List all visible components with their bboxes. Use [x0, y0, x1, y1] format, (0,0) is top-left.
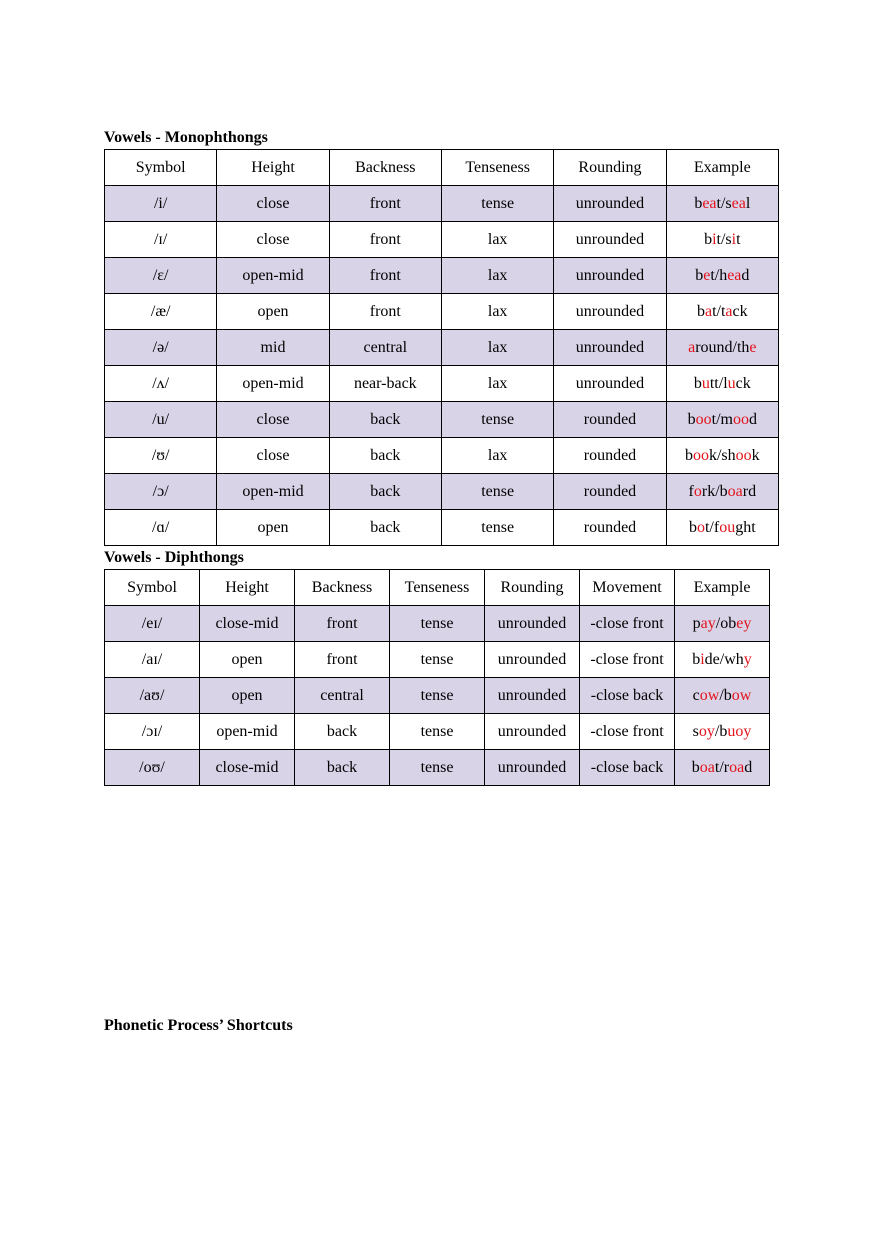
tenseness-cell: lax — [441, 366, 553, 402]
example-text: rd — [742, 482, 757, 500]
example-cell — [675, 642, 770, 678]
symbol-cell: /ɛ/ — [105, 258, 217, 294]
highlighted-letters: ow — [731, 686, 752, 704]
phonetic-process-heading: Phonetic Process’ Shortcuts — [104, 1017, 293, 1034]
example-text: de/wh — [704, 650, 744, 668]
symbol-cell: /aɪ/ — [105, 642, 200, 678]
highlighted-letters: u — [727, 374, 736, 392]
highlighted-letters: oo — [732, 410, 749, 428]
header-example: Example — [666, 150, 778, 186]
rounding-cell: unrounded — [485, 750, 580, 786]
movement-cell: -close back — [580, 678, 675, 714]
height-cell: close-mid — [200, 606, 295, 642]
example-text: t/f — [704, 518, 720, 536]
example-text: t/s — [716, 230, 732, 248]
header-tenseness: Tenseness — [441, 150, 553, 186]
highlighted-letters: i — [712, 230, 717, 248]
tenseness-cell: tense — [390, 750, 485, 786]
rounding-cell: unrounded — [554, 222, 666, 258]
example-text: b — [704, 230, 713, 248]
highlighted-letters: ey — [736, 614, 752, 632]
rounding-cell: unrounded — [554, 294, 666, 330]
highlighted-letters: a — [688, 338, 696, 356]
table-row — [105, 714, 770, 750]
highlighted-letters: o — [696, 518, 705, 536]
example-text: k — [751, 446, 760, 464]
height-cell: close — [217, 222, 329, 258]
symbol-cell: /ə/ — [105, 330, 217, 366]
example-cell — [666, 510, 778, 546]
backness-cell: front — [295, 642, 390, 678]
height-cell: open — [200, 642, 295, 678]
example-text: l — [745, 194, 751, 212]
highlighted-letters: i — [700, 650, 705, 668]
header-rounding: Rounding — [554, 150, 666, 186]
tenseness-cell: lax — [441, 294, 553, 330]
backness-cell: front — [329, 258, 441, 294]
rounding-cell: rounded — [554, 510, 666, 546]
example-text: b — [688, 518, 697, 536]
rounding-cell: rounded — [554, 402, 666, 438]
header-backness: Backness — [295, 570, 390, 606]
table-row — [105, 366, 779, 402]
symbol-cell: /æ/ — [105, 294, 217, 330]
highlighted-letters: e — [703, 266, 711, 284]
header-height: Height — [200, 570, 295, 606]
tenseness-cell: tense — [390, 714, 485, 750]
highlighted-letters: ea — [727, 266, 742, 284]
backness-cell: near-back — [329, 366, 441, 402]
example-cell — [675, 606, 770, 642]
tenseness-cell: tense — [390, 606, 485, 642]
symbol-cell: /u/ — [105, 402, 217, 438]
highlighted-letters: oy — [698, 722, 715, 740]
height-cell: open — [217, 510, 329, 546]
backness-cell: front — [329, 186, 441, 222]
backness-cell: central — [329, 330, 441, 366]
example-cell — [666, 402, 778, 438]
header-tenseness: Tenseness — [390, 570, 485, 606]
table-row — [105, 186, 779, 222]
highlighted-letters: y — [743, 650, 752, 668]
example-text: t/m — [711, 410, 733, 428]
movement-cell: -close back — [580, 750, 675, 786]
example-text: rk/b — [701, 482, 728, 500]
backness-cell: back — [295, 750, 390, 786]
highlighted-letters: oa — [729, 758, 745, 776]
example-text: s — [692, 722, 699, 740]
backness-cell: central — [295, 678, 390, 714]
highlighted-letters: ea — [702, 194, 717, 212]
rounding-cell: unrounded — [485, 606, 580, 642]
example-text: d — [741, 266, 750, 284]
header-symbol: Symbol — [105, 150, 217, 186]
tenseness-cell: tense — [441, 186, 553, 222]
example-text: ck — [735, 374, 751, 392]
diphthongs-heading: Vowels - Diphthongs — [104, 549, 244, 566]
rounding-cell: unrounded — [485, 642, 580, 678]
backness-cell: back — [329, 438, 441, 474]
height-cell: close — [217, 402, 329, 438]
example-text: b — [684, 446, 693, 464]
rounding-cell: unrounded — [554, 186, 666, 222]
highlighted-letters: e — [749, 338, 757, 356]
example-text: tt/l — [709, 374, 728, 392]
example-cell — [666, 330, 778, 366]
height-cell: open-mid — [217, 258, 329, 294]
example-text: round/th — [695, 338, 750, 356]
example-cell — [675, 750, 770, 786]
example-cell — [675, 678, 770, 714]
highlighted-letters: o — [693, 482, 702, 500]
tenseness-cell: lax — [441, 222, 553, 258]
example-text: d — [748, 410, 757, 428]
table-row — [105, 474, 779, 510]
header-example: Example — [675, 570, 770, 606]
rounding-cell: unrounded — [485, 714, 580, 750]
table-header-row — [105, 570, 770, 606]
example-text: c — [692, 686, 700, 704]
table-row — [105, 402, 779, 438]
highlighted-letters: u — [701, 374, 710, 392]
tenseness-cell: lax — [441, 438, 553, 474]
tenseness-cell: tense — [441, 474, 553, 510]
example-text: t/r — [714, 758, 730, 776]
symbol-cell: /ɪ/ — [105, 222, 217, 258]
example-text: t/s — [716, 194, 732, 212]
rounding-cell: unrounded — [554, 258, 666, 294]
example-text: b — [694, 194, 703, 212]
tenseness-cell: lax — [441, 330, 553, 366]
example-text: b — [692, 650, 701, 668]
height-cell: close-mid — [200, 750, 295, 786]
rounding-cell: rounded — [554, 438, 666, 474]
table-row — [105, 330, 779, 366]
header-rounding: Rounding — [485, 570, 580, 606]
backness-cell: back — [329, 510, 441, 546]
header-movement: Movement — [580, 570, 675, 606]
highlighted-letters: ow — [699, 686, 720, 704]
example-cell — [666, 258, 778, 294]
symbol-cell: /ɔ/ — [105, 474, 217, 510]
backness-cell: back — [295, 714, 390, 750]
example-text: /ob — [715, 614, 737, 632]
height-cell: close — [217, 186, 329, 222]
table-row — [105, 750, 770, 786]
example-text: ck — [732, 302, 748, 320]
table-row — [105, 294, 779, 330]
highlighted-letters: ay — [700, 614, 716, 632]
diphthongs-table — [104, 569, 770, 786]
movement-cell: -close front — [580, 606, 675, 642]
movement-cell: -close front — [580, 714, 675, 750]
table-row — [105, 222, 779, 258]
example-text: b — [687, 410, 696, 428]
example-text: /b — [719, 686, 732, 704]
example-text: t — [736, 230, 741, 248]
backness-cell: front — [295, 606, 390, 642]
tenseness-cell: tense — [390, 642, 485, 678]
example-cell — [666, 294, 778, 330]
backness-cell: back — [329, 474, 441, 510]
backness-cell: front — [329, 222, 441, 258]
example-cell — [666, 366, 778, 402]
example-text: /b — [714, 722, 728, 740]
tenseness-cell: tense — [441, 510, 553, 546]
monophthongs-heading: Vowels - Monophthongs — [104, 129, 268, 146]
example-cell — [666, 186, 778, 222]
symbol-cell: /aʊ/ — [105, 678, 200, 714]
highlighted-letters: ou — [719, 518, 736, 536]
highlighted-letters: oa — [727, 482, 743, 500]
table-row — [105, 606, 770, 642]
backness-cell: back — [329, 402, 441, 438]
example-text: b — [695, 266, 704, 284]
example-cell — [666, 438, 778, 474]
example-text: b — [691, 758, 700, 776]
symbol-cell: /ʌ/ — [105, 366, 217, 402]
symbol-cell: /eɪ/ — [105, 606, 200, 642]
highlighted-letters: oa — [699, 758, 715, 776]
example-text: t/t — [712, 302, 726, 320]
example-text: f — [688, 482, 694, 500]
tenseness-cell: tense — [441, 402, 553, 438]
tenseness-cell: lax — [441, 258, 553, 294]
symbol-cell: /ɑ/ — [105, 510, 217, 546]
backness-cell: front — [329, 294, 441, 330]
header-symbol: Symbol — [105, 570, 200, 606]
height-cell: open — [200, 678, 295, 714]
rounding-cell: unrounded — [485, 678, 580, 714]
highlighted-letters: a — [725, 302, 733, 320]
height-cell: open-mid — [200, 714, 295, 750]
symbol-cell: /oʊ/ — [105, 750, 200, 786]
table-row — [105, 642, 770, 678]
height-cell: open-mid — [217, 474, 329, 510]
example-text: b — [696, 302, 705, 320]
highlighted-letters: oo — [735, 446, 752, 464]
symbol-cell: /ʊ/ — [105, 438, 217, 474]
example-text: ght — [735, 518, 756, 536]
highlighted-letters: ea — [731, 194, 746, 212]
highlighted-letters: oo — [692, 446, 709, 464]
rounding-cell: unrounded — [554, 330, 666, 366]
header-backness: Backness — [329, 150, 441, 186]
example-text: p — [692, 614, 701, 632]
height-cell: mid — [217, 330, 329, 366]
example-cell — [675, 714, 770, 750]
rounding-cell: rounded — [554, 474, 666, 510]
height-cell: close — [217, 438, 329, 474]
table-row — [105, 438, 779, 474]
table-row — [105, 678, 770, 714]
table-row — [105, 258, 779, 294]
highlighted-letters: uoy — [727, 722, 752, 740]
highlighted-letters: oo — [695, 410, 712, 428]
monophthongs-table — [104, 149, 779, 546]
table-header-row — [105, 150, 779, 186]
example-text: t/h — [710, 266, 728, 284]
example-cell — [666, 222, 778, 258]
height-cell: open-mid — [217, 366, 329, 402]
tenseness-cell: tense — [390, 678, 485, 714]
symbol-cell: /ɔɪ/ — [105, 714, 200, 750]
example-cell — [666, 474, 778, 510]
table-row — [105, 510, 779, 546]
example-text: k/sh — [708, 446, 736, 464]
highlighted-letters: a — [704, 302, 713, 320]
example-text: d — [744, 758, 753, 776]
symbol-cell: /i/ — [105, 186, 217, 222]
header-height: Height — [217, 150, 329, 186]
height-cell: open — [217, 294, 329, 330]
rounding-cell: unrounded — [554, 366, 666, 402]
movement-cell: -close front — [580, 642, 675, 678]
highlighted-letters: i — [731, 230, 737, 248]
example-text: b — [693, 374, 702, 392]
